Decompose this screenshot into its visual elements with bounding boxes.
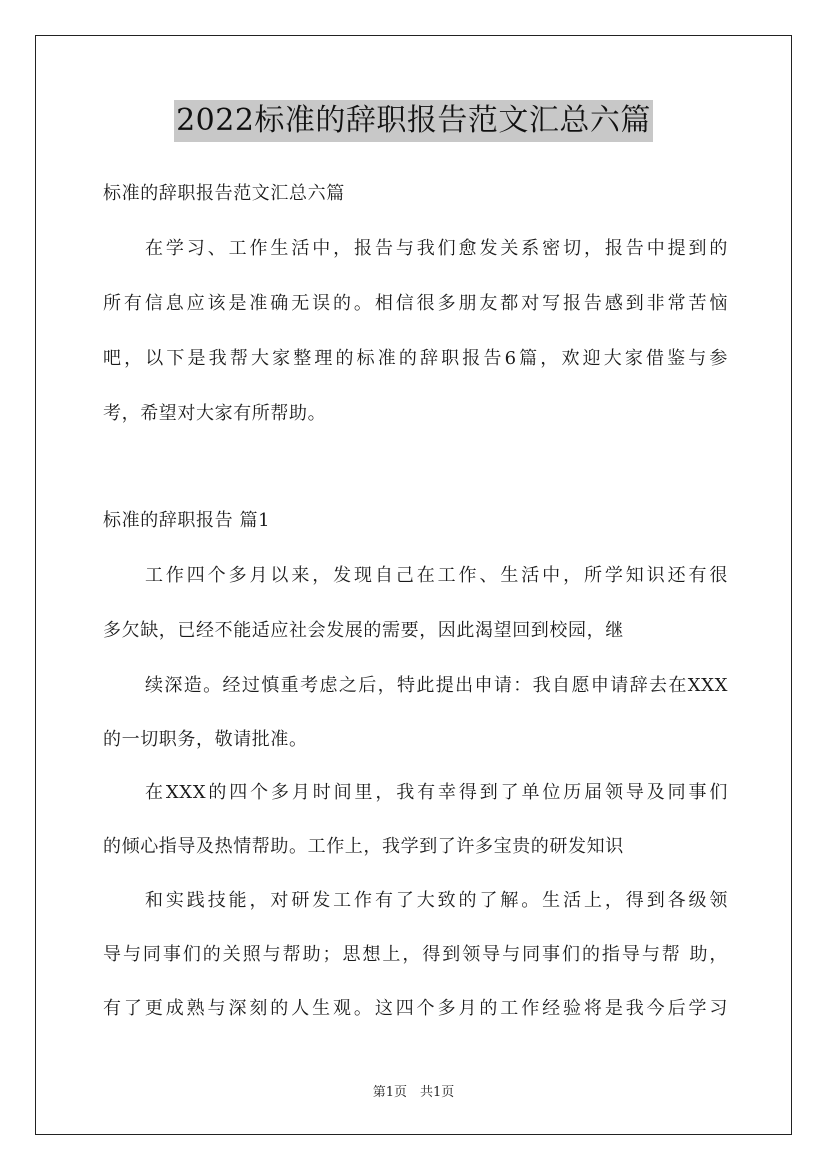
page-footer: 第1页 共1页 — [372, 1085, 455, 1100]
section1-line-2: 多欠缺，已经不能适应社会发展的需要，因此渴望回到校园，继 — [103, 620, 624, 641]
section1-line-8: 导与同事们的关照与帮助；思想上，得到领导与同事们的指导与帮 助， — [103, 944, 728, 965]
intro-line-2: 所有信息应该是准确无误的。相信很多朋友都对写报告感到非常苦恼 — [103, 293, 728, 314]
section1-line-5: 在XXX的四个多月时间里，我有幸得到了单位历届领导及同事们 — [145, 782, 728, 803]
section1-line-9: 有了更成熟与深刻的人生观。这四个多月的工作经验将是我今后学习 — [103, 998, 728, 1019]
section1-heading: 标准的辞职报告 篇1 — [103, 510, 271, 531]
document-subtitle: 标准的辞职报告范文汇总六篇 — [103, 183, 345, 204]
intro-line-3: 吧，以下是我帮大家整理的标准的辞职报告6篇，欢迎大家借鉴与参 — [103, 348, 728, 369]
section1-line-7: 和实践技能，对研发工作有了大致的了解。生活上，得到各级领 — [145, 890, 728, 911]
document-title: 2022标准的辞职报告范文汇总六篇 — [174, 100, 653, 142]
intro-line-1: 在学习、工作生活中，报告与我们愈发关系密切，报告中提到的 — [145, 238, 728, 259]
section1-line-6: 的倾心指导及热情帮助。工作上，我学到了许多宝贵的研发知识 — [103, 836, 624, 857]
section1-line-1: 工作四个多月以来，发现自己在工作、生活中，所学知识还有很 — [145, 565, 728, 586]
section1-line-3: 续深造。经过慎重考虑之后，特此提出申请：我自愿申请辞去在XXX — [145, 675, 728, 696]
section1-line-4: 的一切职务，敬请批准。 — [103, 729, 308, 750]
title-container — [0, 100, 827, 142]
intro-line-4: 考，希望对大家有所帮助。 — [103, 403, 327, 424]
